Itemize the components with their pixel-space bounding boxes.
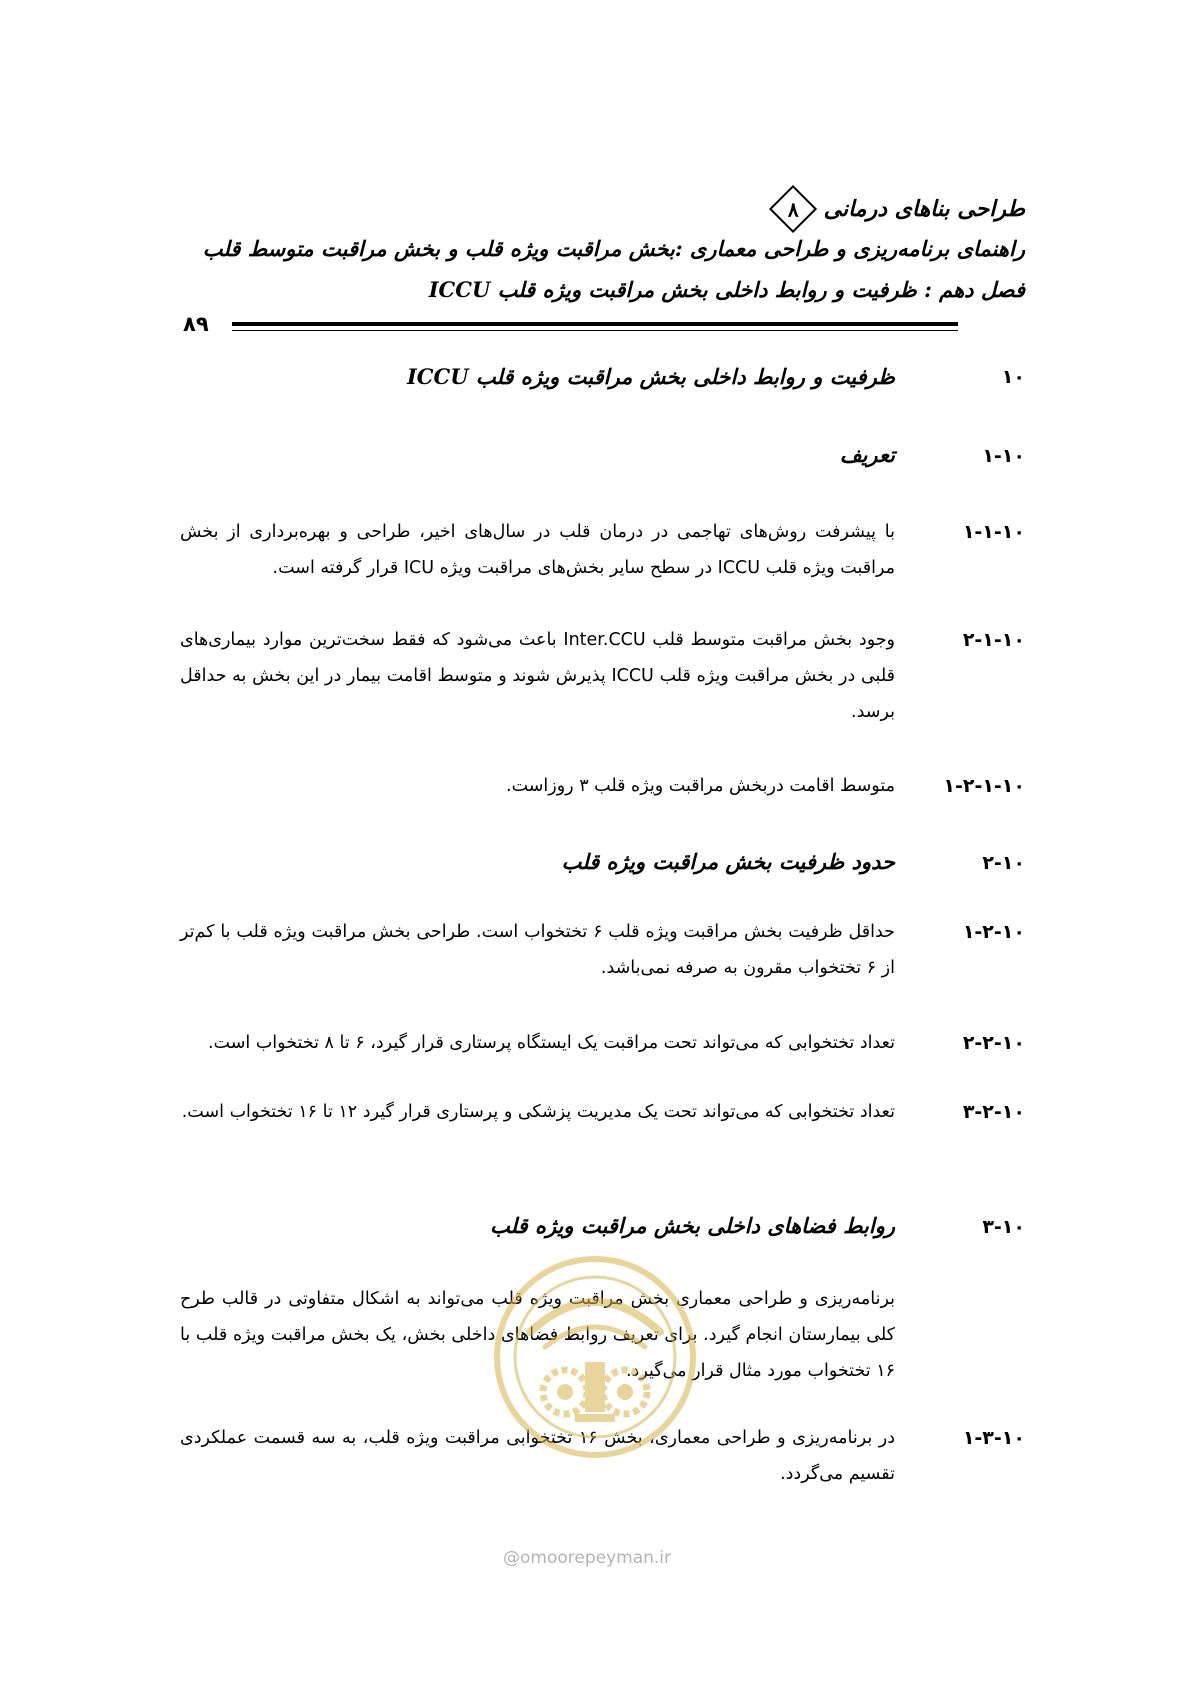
section-number: ۱-۱۰	[982, 445, 1025, 467]
section-number: ۱۰	[1001, 366, 1025, 388]
clause-number: ۱-۳-۱۰	[962, 1427, 1025, 1449]
clause-text: متوسط اقامت دربخش مراقبت ویژه قلب ۳ روزاست.	[506, 776, 895, 796]
section-number: ۲-۱۰	[982, 852, 1025, 874]
header-rule-thin	[232, 330, 958, 331]
clause-number: ۱-۲-۱-۱۰	[943, 775, 1025, 797]
watermark-logo	[490, 1252, 700, 1462]
section-heading: تعریف	[839, 442, 895, 467]
section-heading: ظرفیت و روابط داخلی بخش مراقبت ویژه قلب ICCU	[406, 364, 895, 389]
series-number: ۸	[787, 197, 798, 221]
clause-text: تعداد تختخوابی که می‌تواند تحت مراقبت یک ایستگاه پرستاری قرار گیرد، ۶ تا ۸ تختخواب است.	[207, 1033, 895, 1053]
page-number: ۸۹	[183, 312, 209, 336]
clause-number: ۲-۲-۱۰	[962, 1032, 1025, 1054]
section-heading: حدود ظرفیت بخش مراقبت ویژه قلب	[561, 849, 895, 874]
series-title-text: طراحی بناهای درمانی	[823, 196, 1025, 222]
header-rule-thick	[232, 322, 958, 326]
clause-text: وجود بخش مراقبت متوسط قلب Inter.CCU باعث می‌شود که فقط سخت‌ترین موارد بیماری‌های قلبی در بخش مراقبت ویژه قلب ICCU پذیرش شوند و متوسط اقامت بیمار در این بخش به حداقل برسد.	[180, 630, 896, 722]
series-number-diamond	[769, 185, 817, 233]
clause-text: با پیشرفت روش‌های تهاجمی در درمان قلب در سال‌های اخیر، طراحی و بهره‌برداری از بخش مراقبت ویژه قلب ICCU در سطح سایر بخش‌های مراقبت ویژه ICU قرار گرفته است.	[180, 522, 895, 578]
clause-number: ۳-۲-۱۰	[962, 1101, 1025, 1123]
section-heading: روابط فضاهای داخلی بخش مراقبت ویژه قلب	[490, 1213, 895, 1238]
body-paragraph: برنامه‌ریزی و طراحی معماری بخش مراقبت ویژه قلب می‌تواند به اشکال متفاوتی در قالب طرح کلی بیمارستان انجام گیرد. برای تعریف روابط فضاهای داخلی بخش، یک بخش مراقبت ویژه قلب با ۱۶ تختخواب مورد مثال قرار می‌گیرد.	[180, 1289, 895, 1381]
watermark-site: @omoorepeyman.ir	[503, 1548, 672, 1568]
clause-number: ۱-۲-۱۰	[962, 921, 1025, 943]
clause-text: حداقل ظرفیت بخش مراقبت ویژه قلب ۶ تختخواب است. طراحی بخش مراقبت ویژه قلب با کم‌تر از ۶ تختخواب مقرون به صرفه نمی‌باشد.	[180, 922, 896, 978]
section-number: ۳-۱۰	[982, 1216, 1025, 1238]
guide-title: راهنمای برنامه‌ریزی و طراحی معماری :بخش مراقبت ویژه قلب و بخش مراقبت متوسط قلب	[202, 236, 1025, 261]
clause-number: ۲-۱-۱۰	[962, 629, 1025, 651]
clause-text: تعداد تختخوابی که می‌تواند تحت یک مدیریت پزشکی و پرستاری قرار گیرد ۱۲ تا ۱۶ تختخواب است.	[181, 1102, 895, 1122]
series-title	[210, 188, 1025, 230]
chapter-title: فصل دهم : ظرفیت و روابط داخلی بخش مراقبت ویژه قلب ICCU	[428, 277, 1025, 302]
clause-number: ۱-۱-۱۰	[962, 521, 1025, 543]
clause-text: در برنامه‌ریزی و طراحی معماری، بخش ۱۶ تختخوابی مراقبت ویژه قلب، به سه قسمت عملکردی تقسیم می‌گردد.	[180, 1428, 895, 1484]
